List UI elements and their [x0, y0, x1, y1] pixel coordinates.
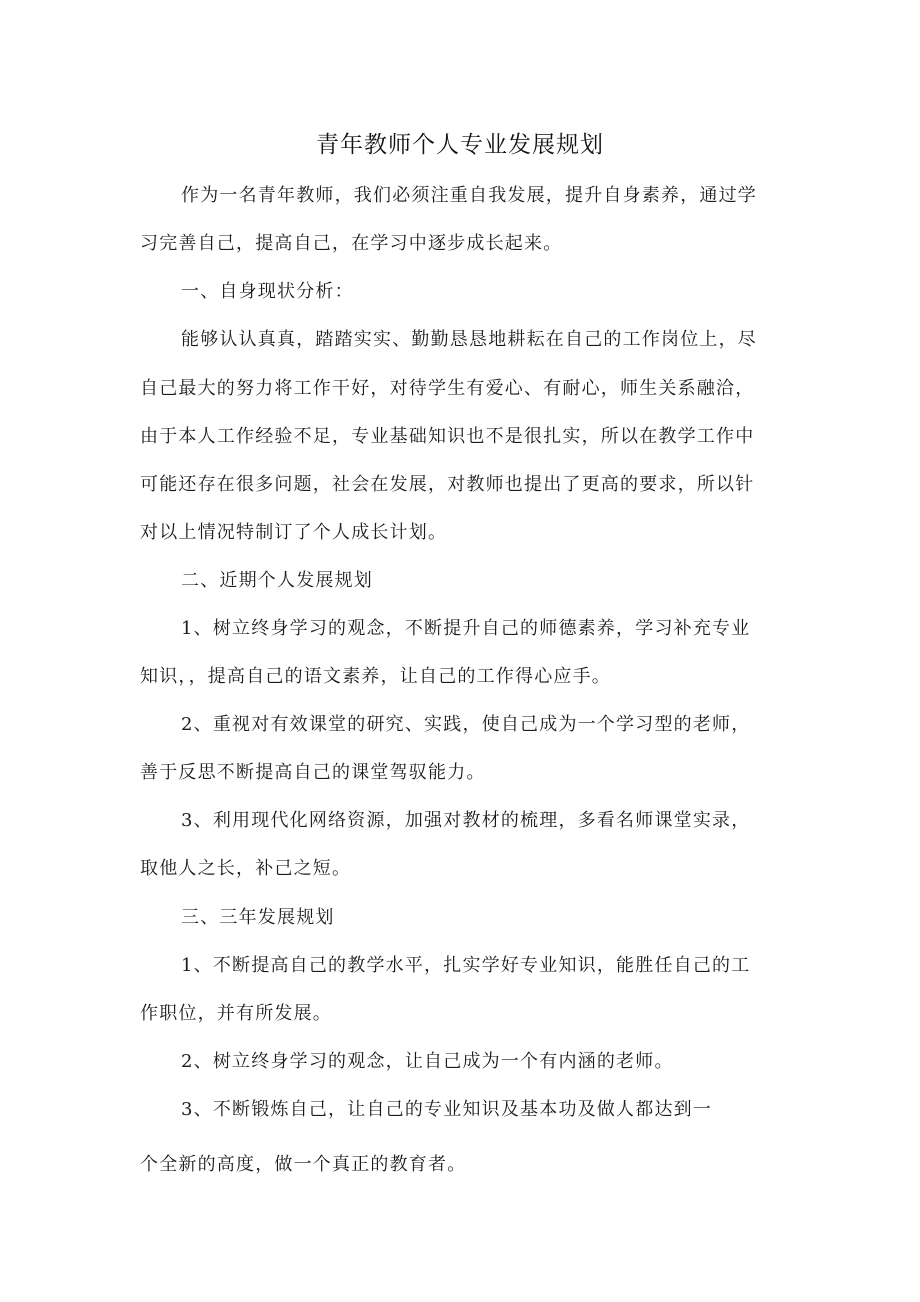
section-heading-2: 二、近期个人发展规划 [181, 570, 373, 591]
near-term-item-1-line-1: 1、树立终身学习的观念，不断提升自己的师德素养，学习补充专业 [181, 618, 751, 639]
near-term-item-2-line-1: 2、重视对有效课堂的研究、实践，使自己成为一个学习型的老师， [181, 714, 751, 735]
analysis-line-1: 能够认认真真，踏踏实实、勤勤恳恳地耕耘在自己的工作岗位上，尽 [181, 329, 757, 350]
analysis-line-2: 自己最大的努力将工作干好，对待学生有爱心、有耐心，师生关系融洽， [140, 378, 755, 399]
analysis-line-5: 对以上情况特制订了个人成长计划。 [140, 522, 448, 543]
analysis-line-3: 由于本人工作经验不足，专业基础知识也不是很扎实，所以在教学工作中 [140, 426, 755, 447]
near-term-item-1-line-2: 知识，，提高自己的语文素养，让自己的工作得心应手。 [140, 666, 611, 687]
near-term-item-2-line-2: 善于反思不断提高自己的课堂驾驭能力。 [140, 762, 486, 783]
near-term-item-3-line-2: 取他人之长，补己之短。 [140, 858, 352, 879]
three-year-item-3-line-1: 3、不断锻炼自己，让自己的专业知识及基本功及做人都达到一 [181, 1099, 713, 1120]
near-term-item-3-line-1: 3、利用现代化网络资源，加强对教材的梳理，多看名师课堂实录， [181, 810, 751, 831]
section-heading-3: 三、三年发展规划 [181, 907, 335, 928]
section-heading-1: 一、自身现状分析： [181, 281, 354, 302]
document-title: 青年教师个人专业发展规划 [316, 132, 604, 158]
intro-line-1: 作为一名青年教师，我们必须注重自我发展，提升自身素养，通过学 [181, 185, 757, 206]
three-year-item-3-line-2: 个全新的高度，做一个真正的教育者。 [140, 1154, 467, 1175]
three-year-item-1-line-1: 1、不断提高自己的教学水平，扎实学好专业知识，能胜任自己的工 [181, 955, 751, 976]
three-year-item-1-line-2: 作职位，并有所发展。 [140, 1003, 332, 1024]
intro-line-2: 习完善自己，提高自己，在学习中逐步成长起来。 [140, 233, 563, 254]
three-year-item-2-line-1: 2、树立终身学习的观念，让自己成为一个有内涵的老师。 [181, 1051, 674, 1072]
analysis-line-4: 可能还存在很多问题，社会在发展，对教师也提出了更高的要求，所以针 [140, 474, 755, 495]
